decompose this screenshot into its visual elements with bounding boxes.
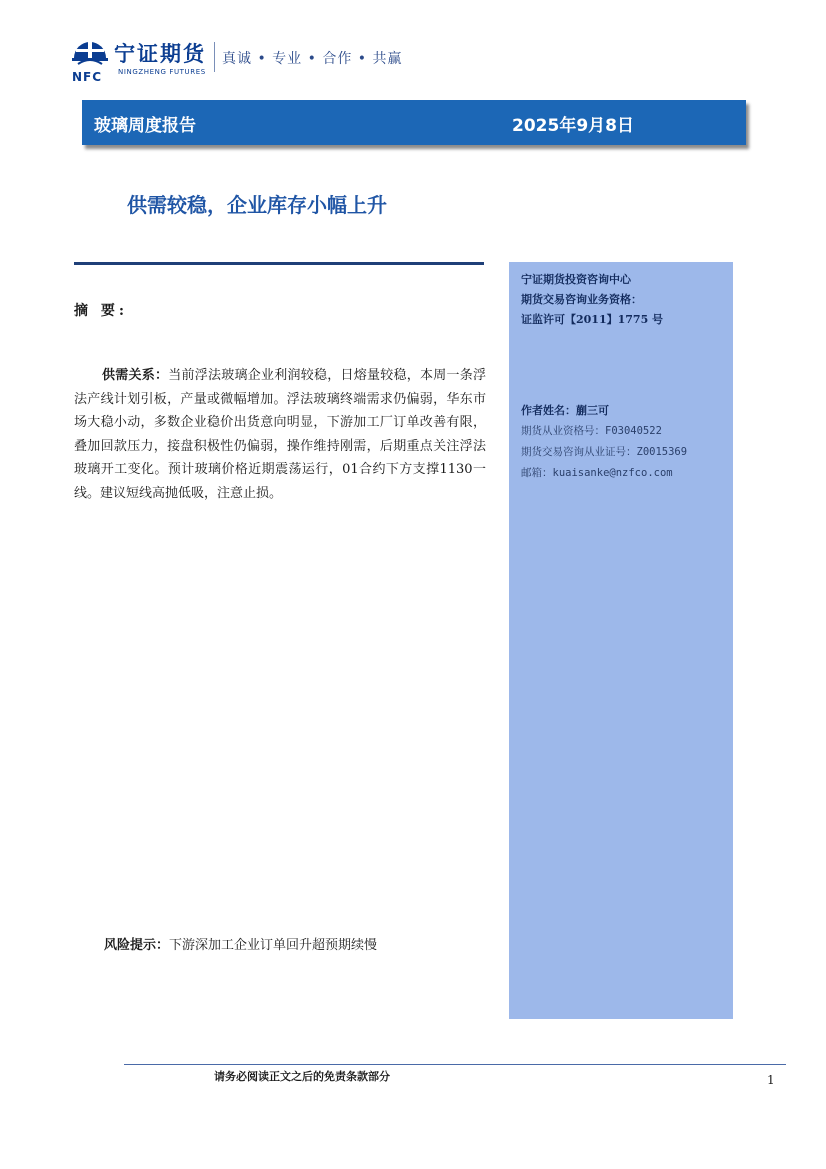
report-banner bbox=[82, 100, 746, 145]
globe-logo-icon bbox=[70, 38, 110, 70]
logo-divider bbox=[214, 42, 215, 72]
page-number: 1 bbox=[767, 1073, 775, 1087]
risk-warning bbox=[104, 934, 377, 953]
supply-demand-paragraph bbox=[74, 364, 486, 505]
section-divider bbox=[74, 262, 484, 265]
logo-letters: NFC bbox=[72, 70, 103, 84]
paragraph-lead: 供需关系： bbox=[102, 368, 169, 383]
author-consult-license: 期货交易咨询从业证号：Z0015369 bbox=[521, 446, 688, 458]
company-slogan: 真诚 • 专业 • 合作 • 共赢 bbox=[222, 51, 403, 67]
author-name: 作者姓名：蒯三可 bbox=[521, 404, 609, 417]
report-date: 2025年9月8日 bbox=[512, 116, 634, 136]
author-side-panel bbox=[509, 262, 733, 1019]
org-qualification: 期货交易咨询业务资格： bbox=[521, 293, 642, 306]
company-logo bbox=[68, 36, 408, 84]
headline: 供需较稳，企业库存小幅上升 bbox=[127, 193, 387, 217]
footer-divider bbox=[124, 1064, 786, 1065]
company-name: 宁证期货 bbox=[114, 42, 206, 66]
org-info bbox=[521, 270, 663, 330]
org-license: 证监许可【2011】1775 号 bbox=[521, 313, 664, 326]
org-name: 宁证期货投资咨询中心 bbox=[521, 273, 631, 286]
risk-body: 下游深加工企业订单回升超预期续慢 bbox=[169, 938, 378, 953]
footer-disclaimer: 请务必阅读正文之后的免责条款部分 bbox=[214, 1070, 390, 1083]
report-title: 玻璃周度报告 bbox=[94, 116, 196, 136]
author-email: 邮箱：kuaisanke@nzfco.com bbox=[521, 467, 673, 479]
risk-lead: 风险提示： bbox=[104, 938, 170, 953]
author-info bbox=[521, 400, 687, 484]
paragraph-body: 当前浮法玻璃企业利润较稳，日熔量较稳，本周一条浮法产线计划引板，产量或微幅增加。浮法玻璃终端需求仍偏弱，华东市场大稳小动，多数企业稳价出货意向明显，下游加工厂订单改善有限，叠加回款压力，接盘积极性仍偏弱，操作维持刚需，后期重点关注浮法玻璃开工变化。预计玻璃价格近期震荡运行，01合约下方支撑1130一线。建议短线高抛低吸，注意止损。 bbox=[74, 368, 486, 501]
abstract-label: 摘 要: bbox=[74, 303, 129, 319]
company-name-en: NINGZHENG FUTURES bbox=[118, 68, 206, 76]
author-license: 期货从业资格号：F03040522 bbox=[521, 425, 662, 437]
